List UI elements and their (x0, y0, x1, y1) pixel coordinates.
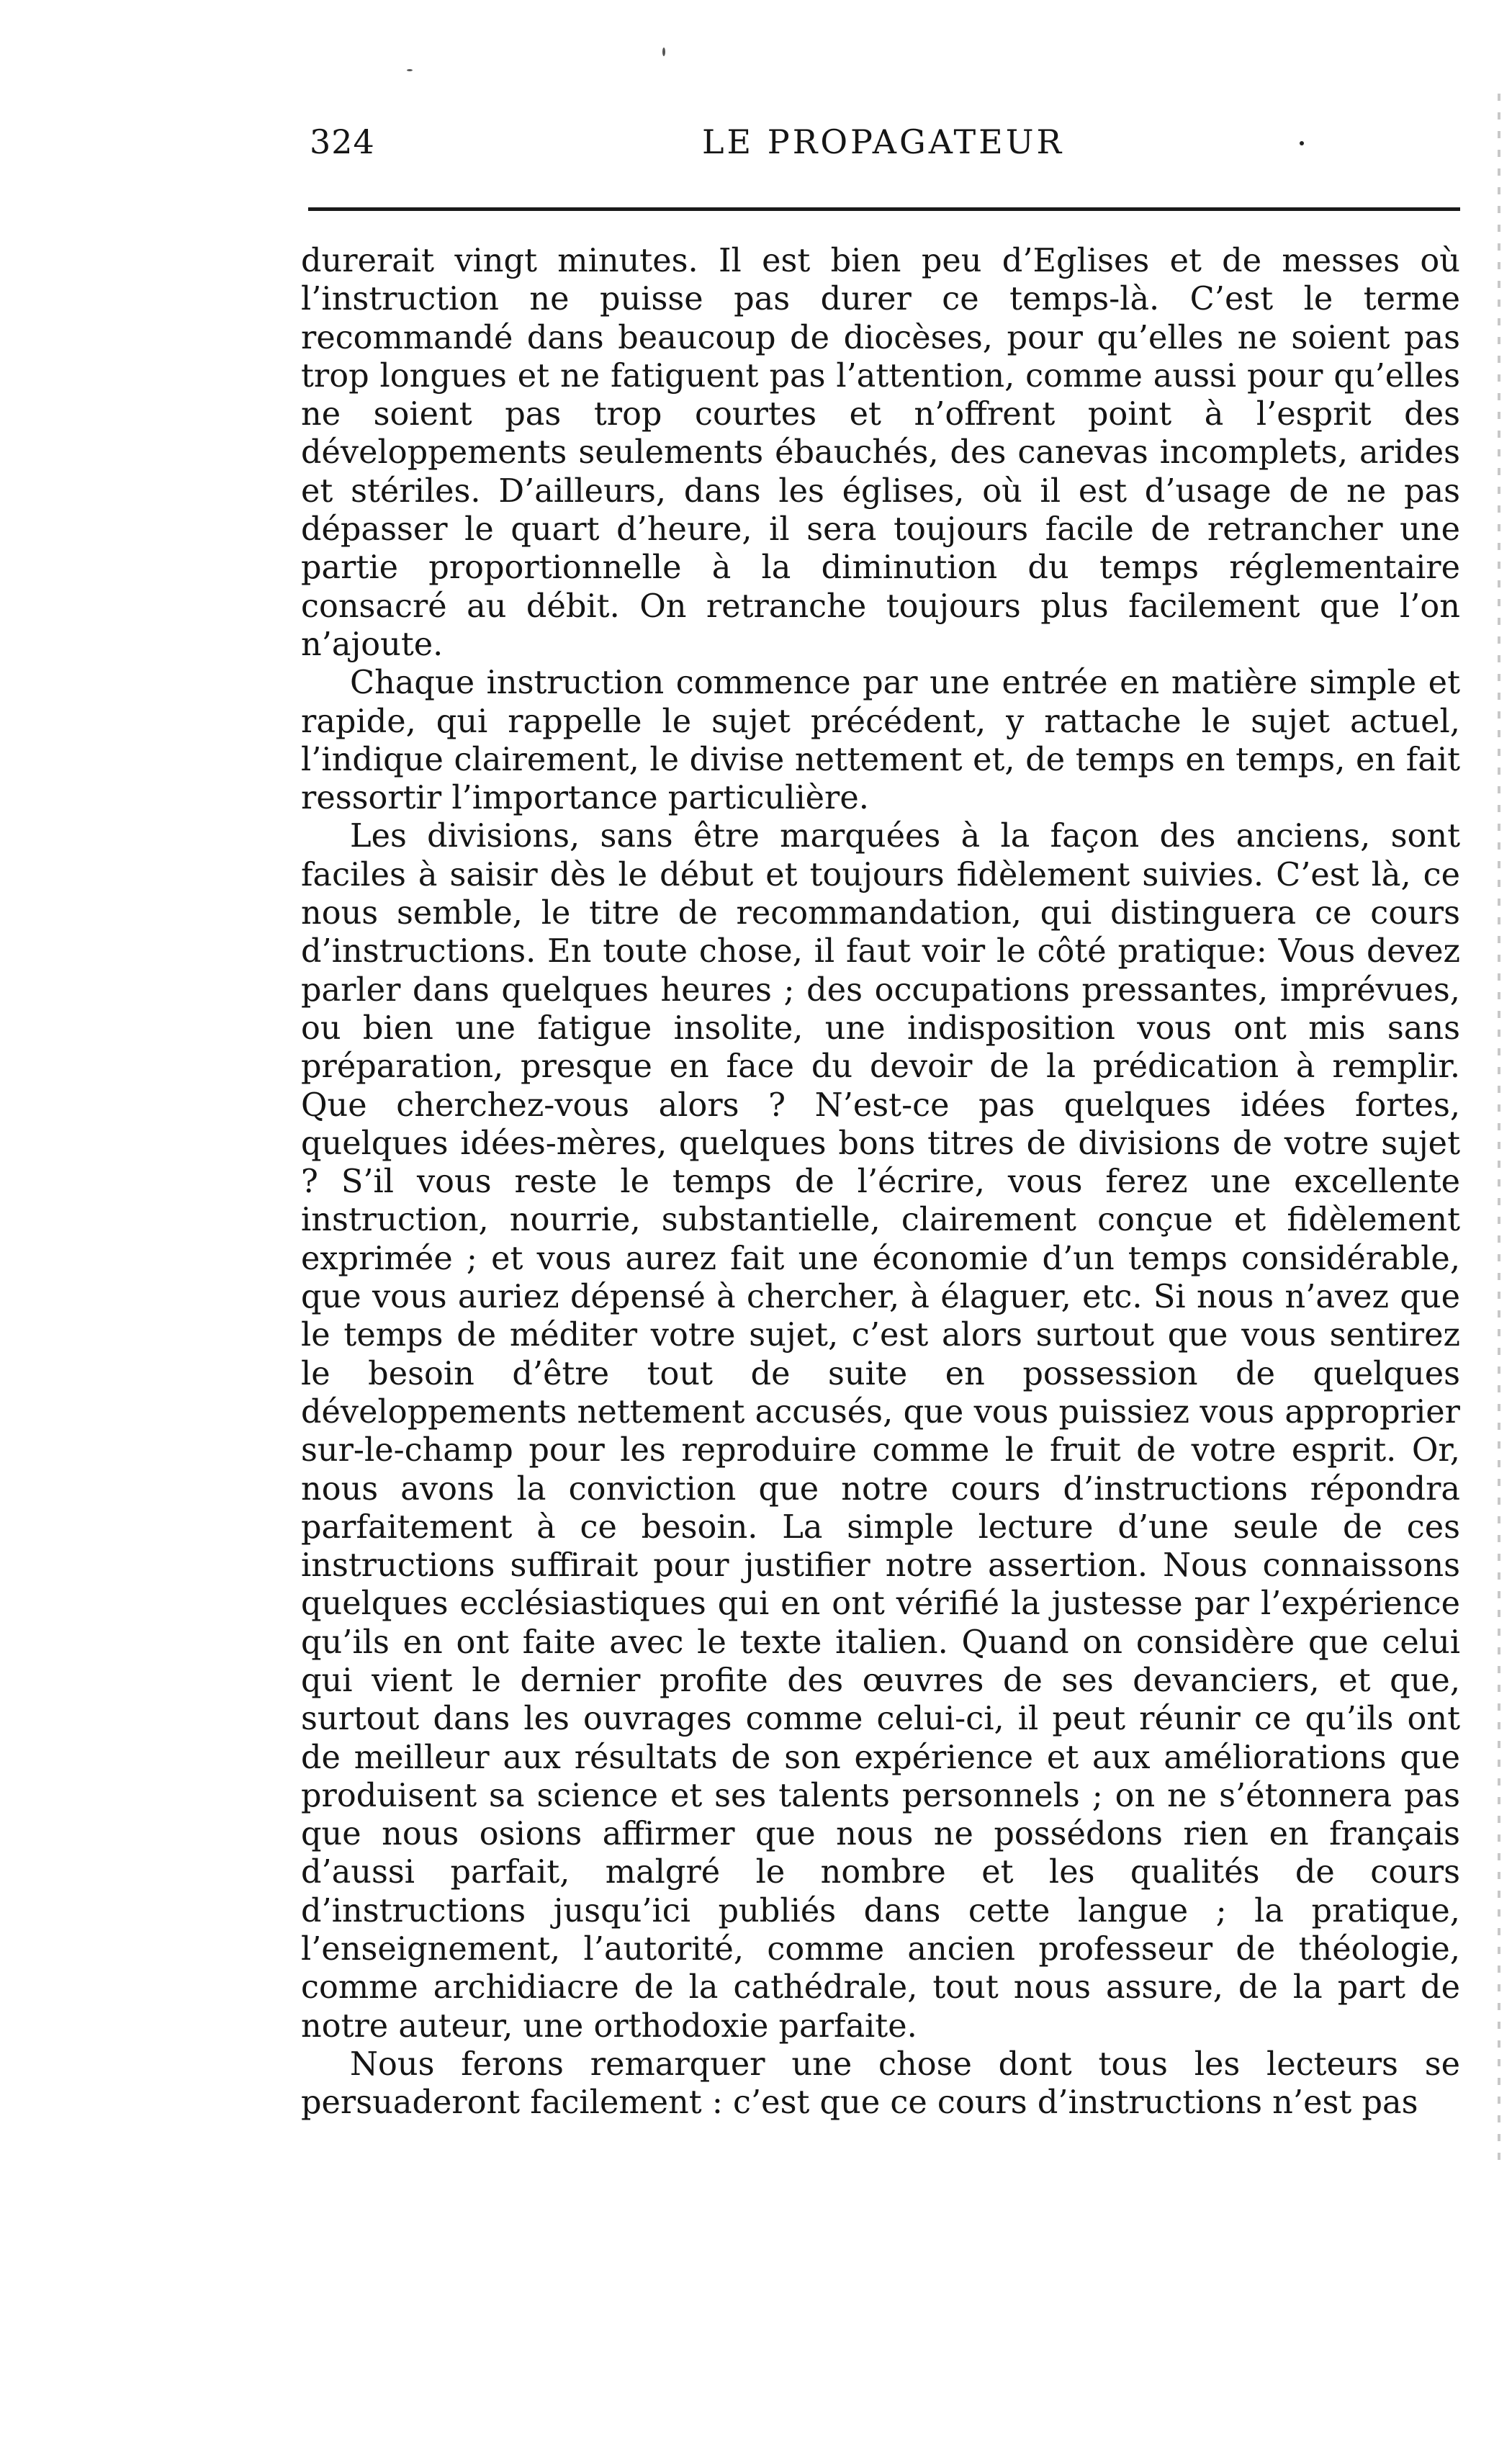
paragraph-1: durerait vingt minutes. Il est bien peu d’Eglises et de messes où l’instruction ne puisse pas durer ce temps-là. C’est le terme recommandé dans beaucoup de diocèses, pour qu’elles ne soient pas trop longues et ne fatiguent pas l’attention, comme aussi pour qu’elles ne soient pas trop courtes et n’offrent point à l’esprit des développements seulements ébauchés, des canevas incomplets, arides et stériles. D’ailleurs, dans les églises, où il est d’usage de ne pas dépasser le quart d’heure, il sera toujours facile de retrancher une partie proportionnelle à la diminution du temps réglementaire consacré au débit. On retranche toujours plus facilement que l’on n’ajoute. (301, 242, 1460, 663)
paragraph-4: Nous ferons remarquer une chose dont tous les lecteurs se persuaderont facilement : c’est que ce cours d’instructions n’est pas (301, 2045, 1460, 2122)
paragraph-2: Chaque instruction commence par une entrée en matière simple et rapide, qui rappelle le sujet précédent, y rattache le sujet actuel, l’indique clairement, le divise nettement et, de temps en temps, en fait ressortir l’importance particulière. (301, 664, 1460, 817)
header-rule (308, 207, 1460, 211)
running-title: LE PROPAGATEUR (702, 122, 1065, 161)
body-text (301, 242, 1460, 2122)
paragraph-3: Les divisions, sans être marquées à la façon des anciens, sont faciles à saisir dès le début et toujours fidèlement suivies. C’est là, ce nous semble, le titre de recommandation, qui distinguera ce cours d’instructions. En toute chose, il faut voir le côté pratique: Vous devez parler dans quelques heures ; des occupations pressantes, imprévues, ou bien une fatigue insolite, une indisposition vous ont mis sans préparation, presque en face du devoir de la prédication à remplir. Que cherchez-vous alors ? N’est-ce pas quelques idées fortes, quelques idées-mères, quelques bons titres de divisions de votre sujet ? S’il vous reste le temps de l’écrire, vous ferez une excellente instruction, nourrie, substantielle, clairement conçue et fidèlement exprimée ; et vous aurez fait une économie d’un temps considérable, que vous auriez dépensé à chercher, à élaguer, etc. Si nous n’avez que le temps de méditer votre sujet, c’est alors surtout que vous sentirez le besoin d’être tout de suite en possession de quelques développements nettement accusés, que vous puissiez vous approprier sur-le-champ pour les reproduire comme le fruit de votre esprit. Or, nous avons la conviction que notre cours d’instructions répondra parfaitement à ce besoin. La simple lecture d’une seule de ces instructions suffirait pour justifier notre assertion. Nous connaissons quelques ecclésiastiques qui en ont vérifié la justesse par l’expérience qu’ils en ont faite avec le texte italien. Quand on considère que celui qui vient le dernier profite des œuvres de ses devanciers, et que, surtout dans les ouvrages comme celui-ci, il peut réunir ce qu’ils ont de meilleur aux résultats de son expérience et aux améliorations que produisent sa science et ses talents personnels ; on ne s’étonnera pas que nous osions affirmer que nous ne possédons rien en français d’aussi parfait, malgré le nombre et les qualités de cours d’instructions jusqu’ici publiés dans cette langue ; la pratique, l’enseignement, l’autorité, comme ancien professeur de théologie, comme archidiacre de la cathédrale, tout nous assure, de la part de notre auteur, une orthodoxie parfaite. (301, 817, 1460, 2045)
page-header (310, 122, 1462, 173)
ink-speck (1300, 141, 1304, 145)
ink-speck (662, 48, 665, 56)
binding-gutter (1498, 94, 1500, 2167)
ink-speck (407, 69, 413, 71)
page-number: 324 (310, 122, 375, 161)
